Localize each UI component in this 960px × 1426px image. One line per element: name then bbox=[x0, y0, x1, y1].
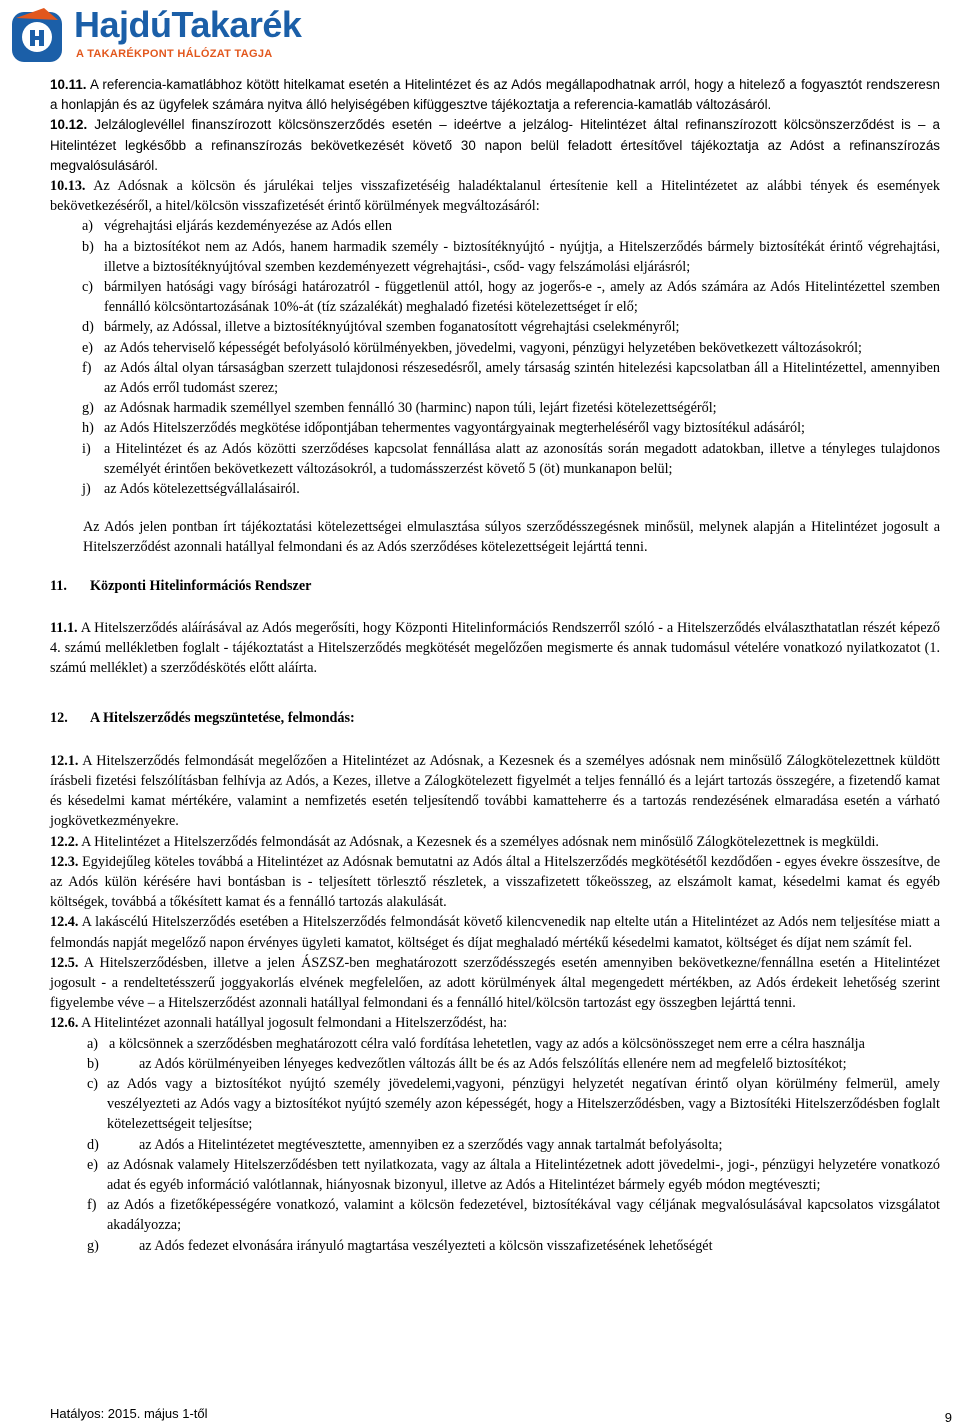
item-label: c) bbox=[82, 279, 94, 296]
item-text: a Hitelintézet és az Adós közötti szerződéses kapcsolat fennállása alatt az azonosítás során megadott adatokban, illetve a tényleges tulajdonos személyét érintően bekövetkezett változásokról, a tudomásszerzést követő 5 (öt) munkanapon belül; bbox=[104, 440, 940, 477]
paragraph-number: 12.4. bbox=[50, 914, 79, 931]
list-item bbox=[50, 1074, 940, 1135]
list-item bbox=[50, 1195, 940, 1235]
item-label: f) bbox=[87, 1197, 97, 1214]
effective-date: Hatályos: 2015. május 1-től bbox=[50, 1406, 208, 1421]
item-label: d) bbox=[87, 1136, 99, 1153]
item-label: a) bbox=[82, 218, 94, 235]
termination-list bbox=[50, 1034, 940, 1256]
paragraph-number: 12.2. bbox=[50, 833, 79, 850]
list-item bbox=[50, 358, 940, 398]
page-number: 9 bbox=[944, 1410, 952, 1425]
item-text: az Adós Hitelszerződés megkötése időpontjában tehermentes vagyontárgyainak megterheléséről vagy biztosítékul adásáról; bbox=[104, 420, 805, 437]
paragraph-12-1 bbox=[50, 751, 940, 832]
paragraph-number: 11.1. bbox=[50, 619, 78, 636]
paragraph-text: A Hitelszerződés felmondását megelőzően a Hitelintézet az Adósnak, a Kezesnek és a személyes adósnak nem minősülő Zálogkötelezettnek küldött írásbeli fizetési felszólításban felhívja az Adós, a Kezes, illetve a Zálogkötelezett figyelmét a teljes fennálló és a lejárt tartozás összegére, a fizetendő kamat és késedelmi kamat mértékére, valamint a nemfizetés esetén teljesítendő további kamatteherre és a tartozás rendezésének elmaradása esetén a várható jogkövetkezményekre. bbox=[50, 752, 941, 830]
list-item bbox=[50, 1155, 940, 1195]
item-text: bármely, az Adóssal, illetve a biztosítéknyújtóval szemben foganatosított végrehajtási cselekményről; bbox=[104, 319, 680, 336]
paragraph-number: 10.12. bbox=[50, 117, 88, 133]
item-label: b) bbox=[87, 1055, 99, 1072]
list-item bbox=[50, 277, 940, 317]
item-label: g) bbox=[82, 400, 94, 417]
item-text: az Adós körülményeiben lényeges kedvezőtlen változás állt be és az Adós felszólítás ellenére nem ad megfelelő biztosítékot; bbox=[139, 1055, 847, 1072]
paragraph-text: Az Adósnak a kölcsön és járulékai teljes visszafizetéséig haladéktalanul értesítenie kell a Hitelintézetet az alábbi tények és események bekövetkezéséről, a hitel/kölcsön visszafizetését érintő körülmények megváltozásáról: bbox=[50, 178, 940, 215]
item-text: az Adós vagy a biztosítékot nyújtó személy jövedelemi,vagyoni, pénzügyi helyzetét negatívan érintő olyan körülmény felmerül, amely veszélyezteti az Adós vagy a biztosítékot nyújtó személy azon képességét, hogy a Hitelszerződésben, vagy a Biztosítéki Hitelszerződésben foglalt kötelezettségeit teljesítse; bbox=[107, 1075, 940, 1133]
section-number: 11. bbox=[50, 577, 67, 594]
notification-list bbox=[50, 216, 940, 499]
list-item bbox=[50, 317, 940, 337]
paragraph-12-2 bbox=[50, 832, 940, 852]
item-label: e) bbox=[87, 1156, 99, 1173]
paragraph-text: A Hitelintézet azonnali hatállyal jogosult felmondani a Hitelszerződést, ha: bbox=[81, 1015, 508, 1032]
list-item bbox=[50, 216, 940, 236]
list-item bbox=[50, 418, 940, 438]
paragraph-10-11 bbox=[50, 75, 940, 115]
item-text: az Adós a fizetőképességére vonatkozó, valamint a kölcsön fedezetével, biztosítékával vagy céljának megvalósulásával kapcsolatos vizsgálatot akadályozza; bbox=[107, 1197, 940, 1234]
page-header bbox=[0, 0, 960, 64]
paragraph-text: Egyidejűleg köteles továbbá a Hitelintézet az Adósnak bemutatni az Adós által a Hitelszerződés megkötésétől kezdődően - egyes évekre összesítve, de az Adós külön kérésére havi bontásban is - teljesített törlesztő részletek, a visszafizetett tőkeösszeg, az elszámolt kamat, késedelmi kamat és egyéb költségek, továbbá a tőkésített kamat és a fennálló tartozás alakulását. bbox=[50, 853, 940, 911]
brand-tagline: A TAKARÉKPONT HÁLÓZAT TAGJA bbox=[76, 48, 273, 60]
list-item bbox=[50, 1054, 940, 1074]
paragraph-text: A Hitelszerződés aláírásával az Adós megerősíti, hogy Központi Hitelinformációs Rendszerről szóló - a Hitelszerződés elválaszthatatlan részét képező 4. számú mellékletben foglalt - tájékoztatást a Hitelszerződés megkötését megelőzően megismerte és annak tudomásul vételére vonatkozó nyilatkozatot (1. számú melléklet) a szerződéskötés előtt aláírta. bbox=[50, 619, 941, 677]
paragraph-12-6 bbox=[50, 1013, 940, 1033]
item-text: az Adós által olyan társaságban szerzett tulajdonosi részesedésről, amely társaság szintén hitelezési kapcsolatban áll a Hitelintézettel, amennyiben az Adós erről tudomást szerez; bbox=[104, 359, 940, 397]
paragraph-12-5 bbox=[50, 953, 940, 1014]
list-item bbox=[50, 479, 940, 499]
paragraph-text: Jelzáloglevéllel finanszírozott kölcsönszerződés esetén – ideértve a jelzálog- Hitelintézet által refinanszírozott kölcsönszerződést is – a Hitelintézet legkésőbb a refinanszírozás bekövetkezését követő 30 napon belül feladott értesítővel tájékoztatja az Adóst a refinanszírozás megvalósulásáról. bbox=[50, 117, 940, 173]
paragraph-12-4 bbox=[50, 912, 940, 952]
paragraph-text: A referencia-kamatlábhoz kötött hitelkamat esetén a Hitelintézet és az Adós megállapodhatnak arról, hogy a hitelező a fogyasztót rendszeresn a honlapján és az ügyfelek számára nyitva álló helyiségében kifüggesztve tájékoztatja a referencia-kamatláb változásáról. bbox=[50, 77, 940, 113]
section-11-heading bbox=[50, 576, 940, 596]
item-label: b) bbox=[82, 238, 94, 255]
section-number: 12. bbox=[50, 710, 68, 727]
list-item bbox=[50, 338, 940, 358]
item-label: f) bbox=[82, 359, 92, 376]
item-text: a kölcsönnek a szerződésben meghatározott célra való fordítása lehetetlen, vagy az adós a kölcsönösszeget nem erre a célra használja bbox=[109, 1035, 865, 1052]
item-text: az Adósnak harmadik személlyel szemben fennálló 30 (harminc) napon túli, lejárt fizetési kötelezettségéről; bbox=[104, 400, 717, 417]
item-label: c) bbox=[87, 1075, 99, 1092]
item-text: az Adós kötelezettségvállalásairól. bbox=[104, 481, 300, 498]
item-label: e) bbox=[82, 339, 94, 356]
paragraph-number: 12.1. bbox=[50, 752, 79, 769]
section-title: A Hitelszerződés megszüntetése, felmondás: bbox=[90, 710, 355, 727]
document-body bbox=[50, 75, 940, 1256]
item-text: az Adós teherviselő képességét befolyásoló körülményekben, jövedelmi, vagyoni, pénzügyi helyzetében bekövetkezett változásokról; bbox=[104, 339, 862, 356]
item-text: bármilyen hatósági vagy bírósági határozatról - függetlenül attól, hogy az jogerős-e -, amely az Adós számára az Adós Hitelintézettel szemben fennálló kölcsöntartozásának 10%-át (tíz százalékát) meghaladó fizetési kötelezettséget ír elő; bbox=[104, 279, 940, 316]
paragraph-number: 10.13. bbox=[50, 178, 86, 195]
paragraph-text: A lakáscélú Hitelszerződés esetében a Hitelszerződés felmondását követő kilencvenedik nap eltelte után a Hitelintézet az Adós nem teljesítése miatt a felmondás napját megelőző napon érvényes ügyleti kamatot, költséget és díjat meghaladó mértékű késedelmi kamatot, költséget és díjat nem számít fel. bbox=[50, 914, 941, 951]
paragraph-number: 10.11. bbox=[50, 77, 87, 92]
item-label: g) bbox=[87, 1237, 99, 1254]
section-12-heading bbox=[50, 708, 940, 728]
item-label: j) bbox=[82, 481, 91, 498]
item-text: az Adósnak valamely Hitelszerződésben tett nyilatkozata, vagy az általa a Hitelintézetnek adott jövedelmi-, jogi-, pénzügyi helyzetére vonatkozó adat és egyéb információ valótlannak, hiányosnak bizonyul, illetve az Adós a Hitelintézet bármely egyéb módon megtéveszti; bbox=[107, 1156, 940, 1193]
item-text: ha a biztosítékot nem az Adós, hanem harmadik személy - biztosítéknyújtó - nyújtja, a Hitelszerződés bármely biztosítékát érintő végrehajtási, illetve a biztosítéknyújtóval szemben kezdeményezett végrehajtási-, csőd- vagy felszámolási eljárásról; bbox=[104, 238, 940, 275]
paragraph-10-12 bbox=[50, 115, 940, 176]
bank-logo bbox=[8, 4, 308, 66]
list-item bbox=[50, 1135, 940, 1155]
item-label: a) bbox=[87, 1035, 99, 1052]
list-item bbox=[50, 1236, 940, 1256]
closing-paragraph: Az Adós jelen pontban írt tájékoztatási kötelezettségei elmulasztása súlyos szerződésszegésnek minősül, melynek alapján a Hitelintézet jogosult a Hitelszerződést azonnali hatállyal felmondani és az Adós szerződéses kötelezettségeit lejárttá tenni. bbox=[83, 519, 940, 556]
paragraph-text: A Hitelszerződésben, illetve a jelen ÁSZSZ-ben meghatározott szerződésszegés esetén amennyiben bekövetkezne/fennállna esetén a Hitelintézet jogosult - a rendeltetésszerű joggyakorlás elvének megfelelően, az adott körülmények által megengedett mértékben, az Adós érdekeit lehetőség szerint figyelembe véve – a Hitelszerződést azonnali hatállyal felmondani és a fennálló hitel/kölcsön tartozást egy összegben lejárttá tenni. bbox=[50, 954, 941, 1012]
brand-name: HajdúTakarék bbox=[74, 4, 302, 45]
item-text: végrehajtási eljárás kezdeményezése az Adós ellen bbox=[104, 218, 392, 235]
list-item bbox=[50, 398, 940, 418]
item-label: i) bbox=[82, 440, 91, 457]
list-item bbox=[50, 439, 940, 479]
paragraph-11-1 bbox=[50, 618, 940, 679]
paragraph-number: 12.3. bbox=[50, 853, 79, 870]
paragraph-10-13 bbox=[50, 176, 940, 216]
paragraph-text: A Hitelintézet a Hitelszerződés felmondását az Adósnak, a Kezesnek és a személyes adósnak nem minősülő Zálogkötelezettnek is megküldi. bbox=[81, 833, 879, 850]
paragraph-number: 12.6. bbox=[50, 1015, 79, 1032]
list-item bbox=[50, 1034, 940, 1054]
list-item bbox=[50, 237, 940, 277]
paragraph-number: 12.5. bbox=[50, 954, 79, 971]
section-title: Központi Hitelinformációs Rendszer bbox=[90, 577, 312, 594]
item-text: az Adós fedezet elvonására irányuló magtartása veszélyezteti a kölcsön visszafizetésének lehetőségét bbox=[139, 1237, 713, 1254]
item-text: az Adós a Hitelintézetet megtévesztette, amennyiben ez a szerződés vagy annak tartalmát befolyásolta; bbox=[139, 1136, 723, 1153]
item-label: h) bbox=[82, 420, 94, 437]
logo-mark-icon bbox=[8, 4, 70, 66]
item-label: d) bbox=[82, 319, 94, 336]
paragraph-12-3 bbox=[50, 852, 940, 913]
